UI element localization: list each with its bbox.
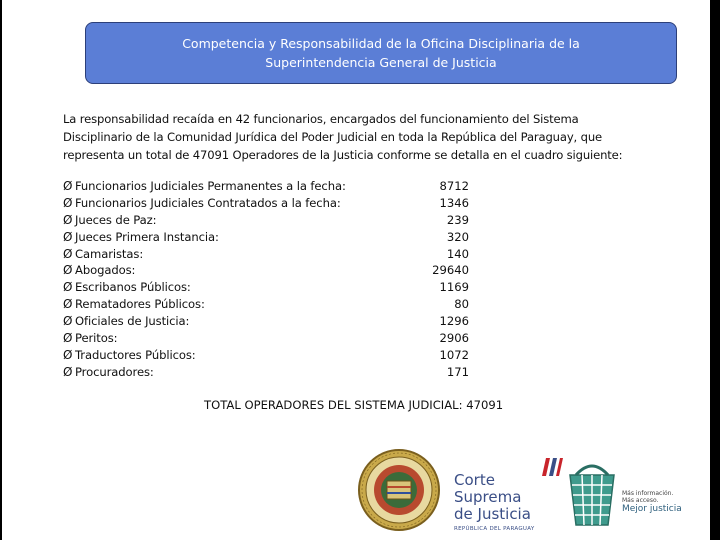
total-line: TOTAL OPERADORES DEL SISTEMA JUDICIAL: 47091 (204, 398, 504, 412)
list-item-label: Funcionarios Judiciales Permanentes a la fecha: (75, 179, 346, 193)
list-item (63, 229, 483, 246)
list-item-label: Oficiales de Justicia: (75, 314, 190, 329)
list-item (63, 246, 483, 263)
slide (2, 0, 710, 540)
list-item-label: Procuradores: (75, 364, 154, 379)
csj-name (454, 472, 544, 523)
oas-seal-icon (357, 447, 441, 533)
list-item-label: Funcionarios Judiciales Contratados a la fecha: (75, 195, 341, 210)
list-item-value: 239 (446, 212, 469, 227)
arrow-bullet-icon: Ø (63, 364, 73, 379)
arrow-bullet-icon: Ø (63, 263, 73, 278)
arrow-bullet-icon: Ø (63, 246, 73, 261)
intro-paragraph: La responsabilidad recaída en 42 funcionarios, encargados del funcionamiento del Sistema Disciplinario de la Comunidad Jurídica del Poder Judicial en toda la República del Paraguay, que representa un total de 47091 Operadores de la Justicia conforme se detalla en el cuadro siguiente: (63, 112, 623, 162)
arrow-bullet-icon: Ø (63, 195, 73, 210)
arrow-bullet-icon: Ø (63, 297, 73, 312)
list-item-value: 8712 (439, 179, 469, 193)
operators-list (63, 178, 483, 381)
csj-logo (454, 454, 564, 534)
list-item (63, 313, 483, 330)
list-item (63, 347, 483, 364)
mj-slogan (622, 490, 692, 514)
arrow-bullet-icon: Ø (63, 280, 73, 295)
list-item (63, 212, 483, 229)
list-item-value: 1072 (439, 347, 469, 362)
title-box (85, 22, 677, 84)
mj-line2: Más acceso. (622, 497, 659, 504)
list-item (63, 262, 483, 279)
basket-logo-icon (562, 455, 622, 535)
arrow-bullet-icon: Ø (63, 229, 73, 244)
list-item (63, 364, 483, 381)
csj-subtitle: REPÚBLICA DEL PARAGUAY (454, 526, 535, 532)
arrow-bullet-icon: Ø (63, 331, 73, 346)
mj-line1: Más información. (622, 490, 674, 497)
list-item-label: Jueces de Paz: (75, 212, 157, 227)
list-item-value: 2906 (439, 331, 469, 346)
list-item (63, 330, 483, 347)
list-item-label: Escribanos Públicos: (75, 280, 191, 295)
arrow-bullet-icon: Ø (63, 179, 73, 193)
arrow-bullet-icon: Ø (63, 347, 73, 362)
list-item (63, 279, 483, 296)
list-item-value: 320 (446, 229, 469, 244)
list-item-value: 1346 (439, 195, 469, 210)
list-item (63, 178, 483, 195)
list-item-label: Traductores Públicos: (75, 347, 196, 362)
list-item-value: 29640 (432, 263, 469, 278)
list-item (63, 296, 483, 313)
list-item-value: 80 (454, 297, 469, 312)
list-item-value: 140 (446, 246, 469, 261)
list-item-label: Abogados: (75, 263, 136, 278)
slide-title: Competencia y Responsabilidad de la Oficina Disciplinaria de la Superintendencia General de Justicia (182, 36, 580, 70)
list-item-label: Peritos: (75, 331, 118, 346)
csj-line2: Suprema (454, 488, 522, 506)
arrow-bullet-icon: Ø (63, 212, 73, 227)
list-item-label: Camaristas: (75, 246, 144, 261)
csj-line1: Corte (454, 471, 495, 489)
list-item-value: 1169 (439, 280, 469, 295)
list-item (63, 195, 483, 212)
mj-line3: Mejor justicia (622, 504, 682, 514)
csj-line3: de Justicia (454, 505, 531, 523)
list-item-value: 171 (446, 364, 469, 379)
list-item-label: Jueces Primera Instancia: (75, 229, 219, 244)
list-item-label: Rematadores Públicos: (75, 297, 205, 312)
arrow-bullet-icon: Ø (63, 314, 73, 329)
list-item-value: 1296 (439, 314, 469, 329)
